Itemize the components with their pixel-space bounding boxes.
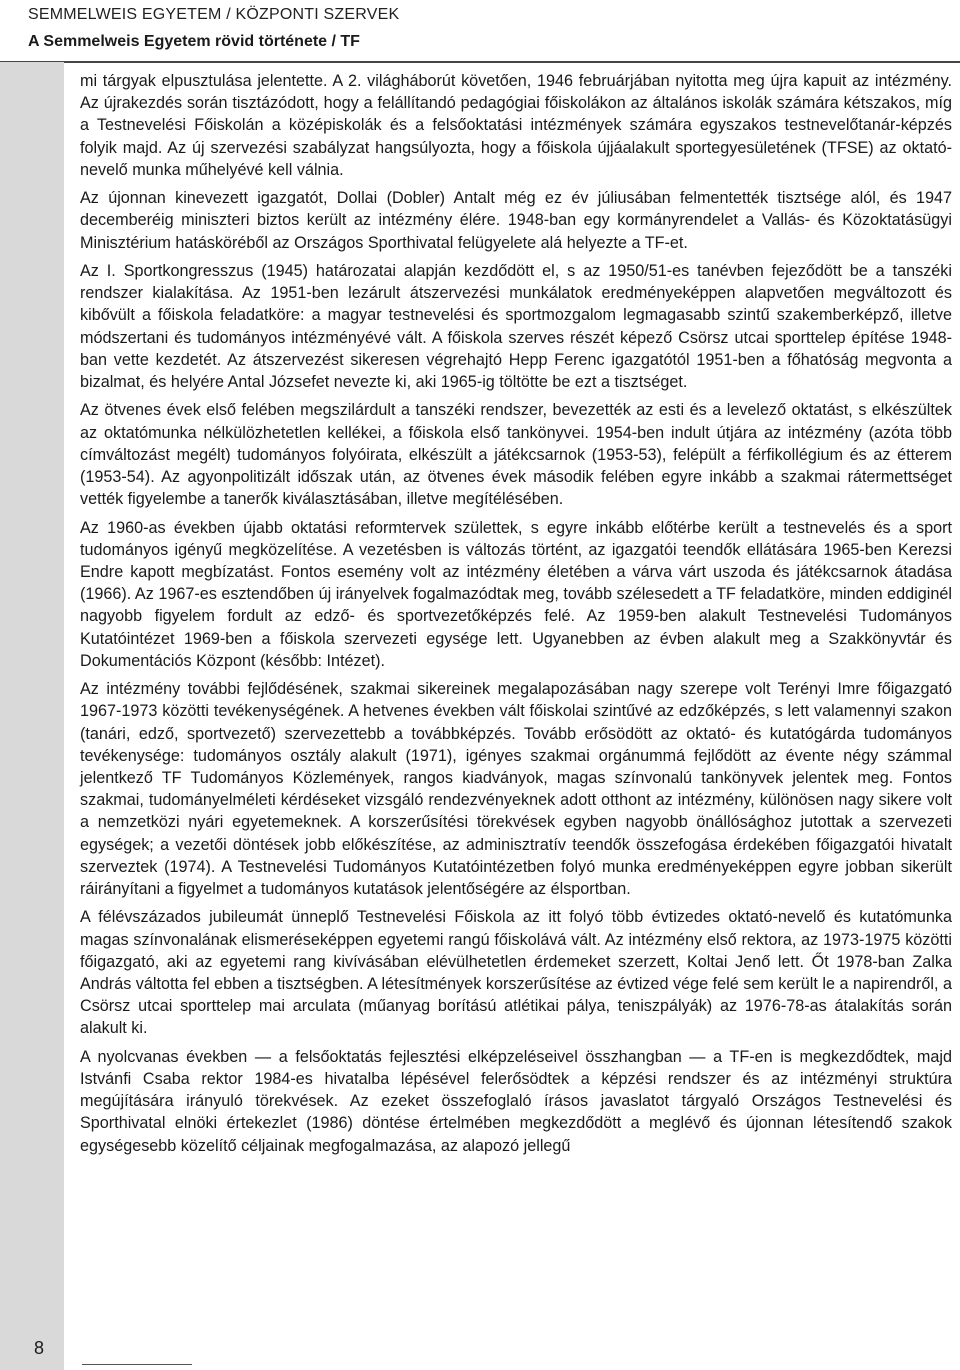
- margin-band: [0, 62, 64, 1370]
- running-header: [28, 6, 948, 52]
- header-title: A Semmelweis Egyetem rövid története / TF: [28, 33, 360, 50]
- paragraph-6: Az intézmény további fejlődésének, szakmai sikereinek megalapozásában nagy szerepe volt Terényi Imre főigazgató 1967-1973 közötti tevékenységének. A hetvenes években vált főiskolai szintűvé az edzőképzés, s lett valamennyi szakon (tanári, edző, sportvezető) szervezettebb a továbbképzés. Tovább erősödött az oktató- és kutatógárda tudományos tevékenysége: tudományos osztály alakult (1971), igényes szakmai orgánummá fejlődött az évente négy számmal jelentkező TF Tudományos Közlemények, rangos kiadványok, magas színvonalú tankönyvek jelentek meg. Fontos szakmai, tudományelméleti kérdéseket vizsgáló rendezvényeknek adott otthont az intézmény, különösen nagy sikere volt a nemzetközi nyári egyetemeknek. A korszerűsítési törekvések egyben nagyobb önállósághoz jutottak a szervezeti egységek; a vezetői döntések jobb előkészítése, az adminisztratív teendők összefogása érdekében főigazgatói hivatalt szerveztek (1974). A Testnevelési Tudományos Kutatóintézetben folyó munka eredményeképpen egyre jobban sikerült ráirányítani a figyelmet a tudományos kutatások jelentőségére az élsportban.: [80, 680, 952, 899]
- header-divider: [0, 61, 960, 63]
- paragraph-8: A nyolcvanas években — a felsőoktatás fejlesztési elképzeléseivel összhangban — a TF-en is megkezdődtek, majd Istvánfi Csaba rektor 1984-es hivatalba lépésével felerősödtek a képzési rendszer és az intézményi struktúra megújítására irányuló törekvések. Az ezeket összefoglaló írásos javaslatot tárgyaló Országos Testnevelési és Sporthivatal elnöki értekezlet (1986) döntése értelmében megkezdődött a meglévő és újonnan létesítendő szakok egységesebb közelítő céljainak megfogalmazása, az alapozó jellegű: [80, 1047, 952, 1155]
- paragraph-1: mi tárgyak elpusztulása jelentette. A 2. világháborút követően, 1946 februárjában nyitotta meg újra kapuit az intézmény. Az újrakezdés során tisztázódott, hogy a felállítandó pedagógiai főiskolákon az általános iskolák számára kétszakos, míg a Testnevelési Főiskolán a középiskolák és a felsőoktatási intézmények számára egyszakos testnevelőtanár-képzés folyik majd. Az új szervezési szabályzat hangsúlyozta, hogy a főiskola újjáalakult sportegyesületének (TFSE) az oktató-nevelő munka műhelyévé kell válnia.: [80, 72, 952, 179]
- paragraph-2: Az újonnan kinevezett igazgatót, Dollai (Dobler) Antalt még ez év júliusában felmentették tisztsége alól, és 1947 decemberéig miniszteri biztos került az intézmény élére. 1948-ban egy kormányrendelet a Vallás- és Közoktatásügyi Minisztérium hatásköréből az Országos Sporthivatal felügyelete alá helyezte a TF-et.: [80, 189, 952, 252]
- page-number: 8: [34, 1338, 45, 1358]
- paragraph-4: Az ötvenes évek első felében megszilárdult a tanszéki rendszer, bevezették az esti és a levelező oktatást, s elkészültek az oktatómunka nélkülözhetetlen kellékei, a főiskola első tankönyvei. 1954-ben indult útjára az intézmény (azóta több címváltozást megélt) tudományos folyóirata, elkészült a játékcsarnok (1953-53), felépült a férfikollégium és az étterem (1953-54). Az agyonpolitizált időszak után, az ötvenes évek második felében egyre inkább a szakmai rátermettséget vették figyelembe a tanerők kiválasztásában, illetve megítélésében.: [80, 401, 952, 509]
- footer-divider: [82, 1364, 192, 1365]
- main-text: [80, 70, 952, 1163]
- paragraph-7: A félévszázados jubileumát ünneplő Testnevelési Főiskola az itt folyó több évtizedes oktató-nevelő és kutatómunka magas színvonalának elismeréseképpen egyetemi rangú főiskolává vált. Az intézmény első rektora, az 1973-1975 közötti főigazgató, aki az egyetemi rang kivívásában elévülhetetlen érdemeket szerzett, Koltai Jenő lett. Őt 1978-ban Zalka András váltotta fel ebben a tisztségben. A létesítmények korszerűsítése az évtized vége felé sem került le a napirendről, a Csörsz utcai sporttelep mai arculata (műanyag borítású atlétikai pálya, teniszpályák) az 1976-78-as átalakítás során alakult ki.: [80, 908, 952, 1038]
- paragraph-5: Az 1960-as években újabb oktatási reformtervek születtek, s egyre inkább előtérbe került a testnevelés és a sport tudományos igényű megközelítése. A vezetésben is változás történt, az igazgatói teendők ellátására 1965-ben Kerezsi Endre kapott megbízatást. Fontos esemény volt az intézmény életében a várva várt uszoda és játékcsarnok átadása (1966). Az 1967-es esztendőben új irányelvek fogalmazódtak meg, tovább szélesedett a TF feladatköre, minden eddiginél nagyobb figyelem fordult az edző- és sportvezetőképzés felé. Az 1959-ben alakult Testnevelési Tudományos Kutatóintézet 1969-ben a főiskola szervezeti egysége lett. Ugyanebben az évben alakult meg a Szakkönyvtár és Dokumentációs Központ (később: Intézet).: [80, 518, 952, 670]
- paragraph-3: Az I. Sportkongresszus (1945) határozatai alapján kezdődött el, s az 1950/51-es tanévben fejeződött be a tanszéki rendszer kialakítása. Az 1951-ben lezárult átszervezési munkálatok eredményeképpen alapvetően megváltozott és kibővült a főiskola feladatköre: a magyar testnevelési és sportmozgalom legmagasabb szintű szakemberképző, illetve módszertani és tudományos intézményévé vált. A főiskola szerves részét képező Csörsz utcai sporttelep építése 1948-ban vette kezdetét. Az átszervezést sikeresen végrehajtó Hepp Ferenc igazgatótól 1951-ben a főhatóság megvonta a bizalmat, és helyére Antal Józsefet nevezte ki, aki 1965-ig töltötte be ezt a tisztséget.: [80, 262, 952, 392]
- header-section: SEMMELWEIS EGYETEM / KÖZPONTI SZERVEK: [28, 6, 400, 23]
